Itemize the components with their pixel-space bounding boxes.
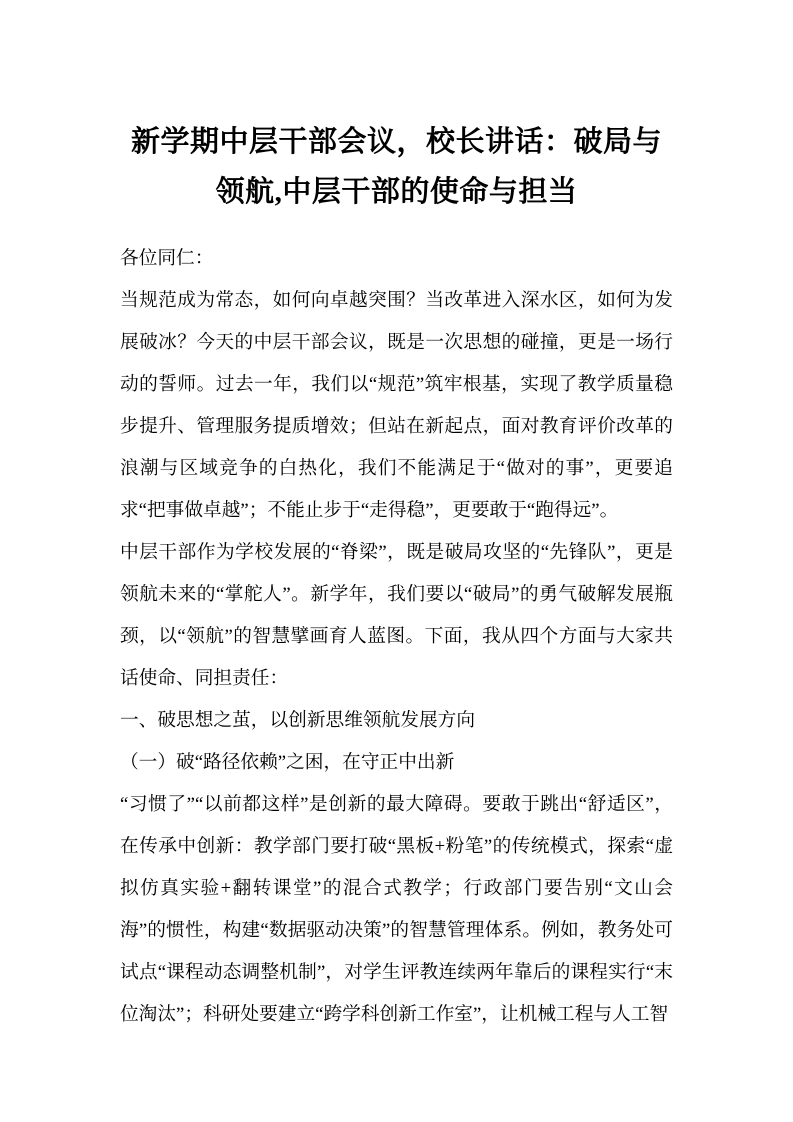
document-body [120,238,673,1036]
paragraph: （一）破“路径依赖”之困，在守正中出新 [120,752,455,773]
paragraph: 当规范成为常态，如何向卓越突围？当改革进入深水区，如何为发展破冰？今天的中层干部会议，既是一次思想的碰撞，更是一场行动的誓师。过去一年，我们以“规范”筑牢根基，实现了教学质量稳步提升、管理服务提质增效；但站在新起点，面对教育评价改革的浪潮与区域竞争的白热化，我们不能满足于“做对的事”，更要追求“把事做卓越”；不能止步于“走得稳”，更要敢于“跑得远”。 [120,290,673,521]
paragraph: 各位同仁： [120,248,214,269]
paragraph: “习惯了”“以前都这样”是创新的最大障碍。要敢于跳出“舒适区”，在传承中创新：教学部门要打破“黑板+粉笔”的传统模式，探索“虚拟仿真实验+翻转课堂”的混合式教学；行政部门要告别“文山会海”的惯性，构建“数据驱动决策”的智慧管理体系。例如，教务处可试点“课程动态调整机制”，对学生评教连续两年靠后的课程实行“末位淘汰”；科研处要建立“跨学科创新工作室”，让机械工程与人工智 [120,794,673,1025]
paragraph: 中层干部作为学校发展的“脊梁”，既是破局攻坚的“先锋队”，更是领航未来的“掌舵人”。新学年，我们要以“破局”的勇气破解发展瓶颈，以“领航”的智慧擘画育人蓝图。下面，我从四个方面与大家共话使命、同担责任： [120,542,673,689]
document-title: 新学期中层干部会议，校长讲话：破局与领航,中层干部的使命与担当 [130,126,662,208]
paragraph: 一、破思想之茧，以创新思维领航发展方向 [120,710,476,731]
